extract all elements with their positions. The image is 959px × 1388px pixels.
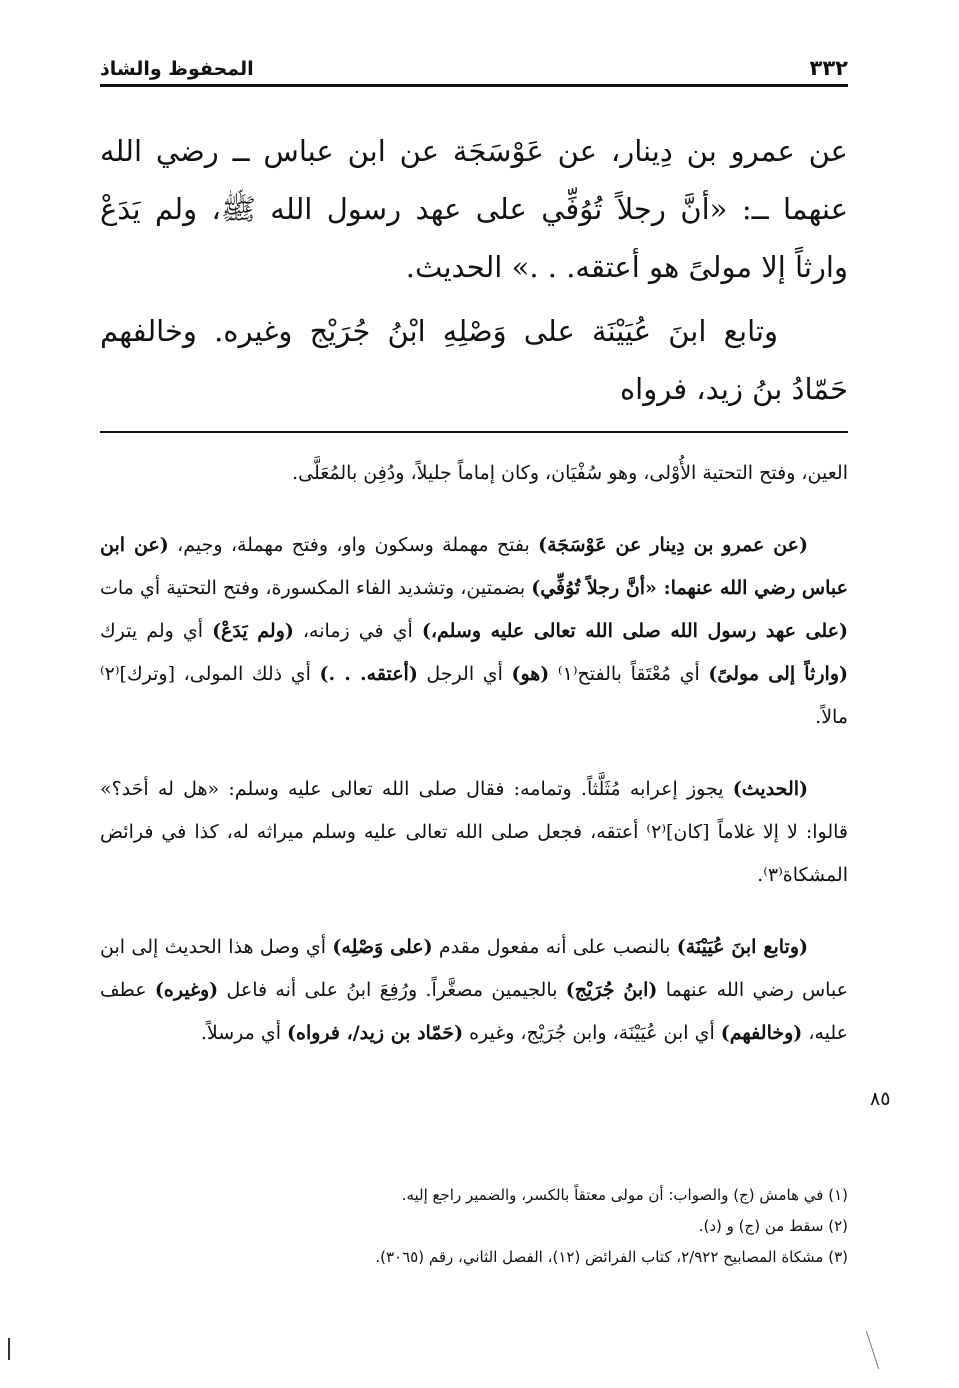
quoted-matn-segment: (ابنُ جُرَيْج) (565, 979, 658, 1001)
section-divider (100, 431, 848, 433)
commentary-paragraph-1 (100, 524, 848, 739)
commentary-continuation: العين، وفتح التحتية الأُوْلى، وهو سُفْيَان، وكان إماماً جليلاً، ودُفِن بالمُعَلَّى. (292, 462, 848, 484)
commentary-segment: أي ذلك المولى، [وترك]⁽٢⁾ مالاً. (100, 663, 848, 728)
page-header (100, 46, 848, 80)
quoted-matn-segment: (وتابع ابنَ عُيَيْنَة) (676, 936, 808, 958)
footnote-2: (٢) سقط من (ج) و (د). (698, 1217, 848, 1235)
header-rule (100, 84, 848, 87)
quoted-matn-segment: (ولم يَدَعْ) (212, 620, 294, 642)
commentary-paragraph-2 (100, 768, 848, 897)
matn-text (100, 122, 848, 418)
quoted-matn-segment: (عن ابن عباس رضي الله عنهما: «أنَّ رجلاً تُوُفِّي) (100, 534, 848, 599)
quoted-matn-segment: (هو) (511, 663, 550, 685)
quoted-matn-segment: (وغيره) (154, 979, 219, 1001)
commentary-segment: بالنصب على أنه مفعول مقدم (432, 936, 677, 958)
commentary-segment: أي ولم يترك (100, 620, 213, 642)
footnotes (100, 1180, 848, 1273)
matn-paragraph-1: عن عمرو بن دِينار، عن عَوْسَجَة عن ابن عباس ــ رضي الله عنهما ــ: «أنَّ رجلاً تُوُفِّي على عهد رسول الله ﷺ، ولم يَدَعْ وارثاً إلا مولىً هو أعتقه. . .» الحديث. (100, 134, 848, 284)
commentary-segment: بضمتين، وتشديد الفاء المكسورة، وفتح التحتية أي مات (100, 577, 532, 599)
commentary-segment: عطف عليه، (100, 979, 848, 1044)
quoted-matn-segment: (حَمّاد بن زيد/، فرواه) (287, 1022, 464, 1044)
quoted-matn-segment: (وخالفهم) (720, 1022, 803, 1044)
commentary-segment: أي ابن عُيَيْنَة، وابن جُرَيْج، وغيره (463, 1022, 721, 1044)
scan-edge-mark (866, 1331, 879, 1369)
commentary-segment: بالجيمين مصغَّراً. ورُفِعَ ابنُ على أنه فاعل (218, 979, 566, 1001)
footnote-3: (٣) مشكاة المصابيح ٢/٩٢٢، كتاب الفرائض (١٢)، الفصل الثاني، رقم (٣٠٦٥). (375, 1248, 848, 1266)
chapter-title: المحفوظ والشاذ (100, 58, 254, 80)
page-number: ٣٣٢ (809, 56, 848, 80)
commentary-segment: أي مرسلاً. (200, 1022, 288, 1044)
manuscript-folio-number: ٨٥ (870, 1088, 891, 1110)
quoted-matn-segment: (عن عمرو بن دِينار عن عَوْسَجَة) (538, 534, 808, 556)
footnote-1: (١) في هامش (ج) والصواب: أن مولى معتقاً بالكسر، والضمير راجع إليه. (401, 1186, 848, 1204)
commentary-segment: يجوز إعرابه مُثَلَّثاً. وتمامه: فقال صلى الله تعالى عليه وسلم: «هل له أحَد؟» قالوا: لا إلا غلاماً [كان]⁽٢⁾ أعتقه، فجعل صلى الله تعالى عليه وسلم ميراثه له، كذا في فرائض المشكاة⁽٣⁾. (100, 778, 848, 886)
commentary-segment: أي مُعْتَقاً بالفتح⁽١⁾ (549, 663, 709, 685)
commentary-text (100, 452, 848, 1055)
scan-edge-mark (8, 1338, 10, 1360)
quoted-matn-segment: (أعتقه. . .) (319, 663, 418, 685)
commentary-segment: أي في زمانه، (293, 620, 422, 642)
quoted-matn-segment: (الحديث) (732, 778, 808, 800)
commentary-segment: أي وصل هذا الحديث إلى ابن عباس رضي الله عنهما (100, 936, 848, 1001)
commentary-segment: بفتح مهملة وسكون واو، وفتح مهملة، وجيم، (168, 534, 539, 556)
matn-paragraph-2: وتابع ابنَ عُيَيْنَة على وَصْلِهِ ابْنُ جُرَيْج وغيره. وخالفهم حَمّادُ بنُ زيد، فرواه (100, 314, 848, 406)
quoted-matn-segment: (على وَصْلِه) (332, 936, 433, 958)
commentary-paragraph-3 (100, 926, 848, 1055)
quoted-matn-segment: (وارثاً إلى مولىً) (708, 663, 848, 685)
commentary-segment: أي الرجل (417, 663, 512, 685)
quoted-matn-segment: (على عهد رسول الله صلى الله تعالى عليه وسلم،) (421, 620, 848, 642)
